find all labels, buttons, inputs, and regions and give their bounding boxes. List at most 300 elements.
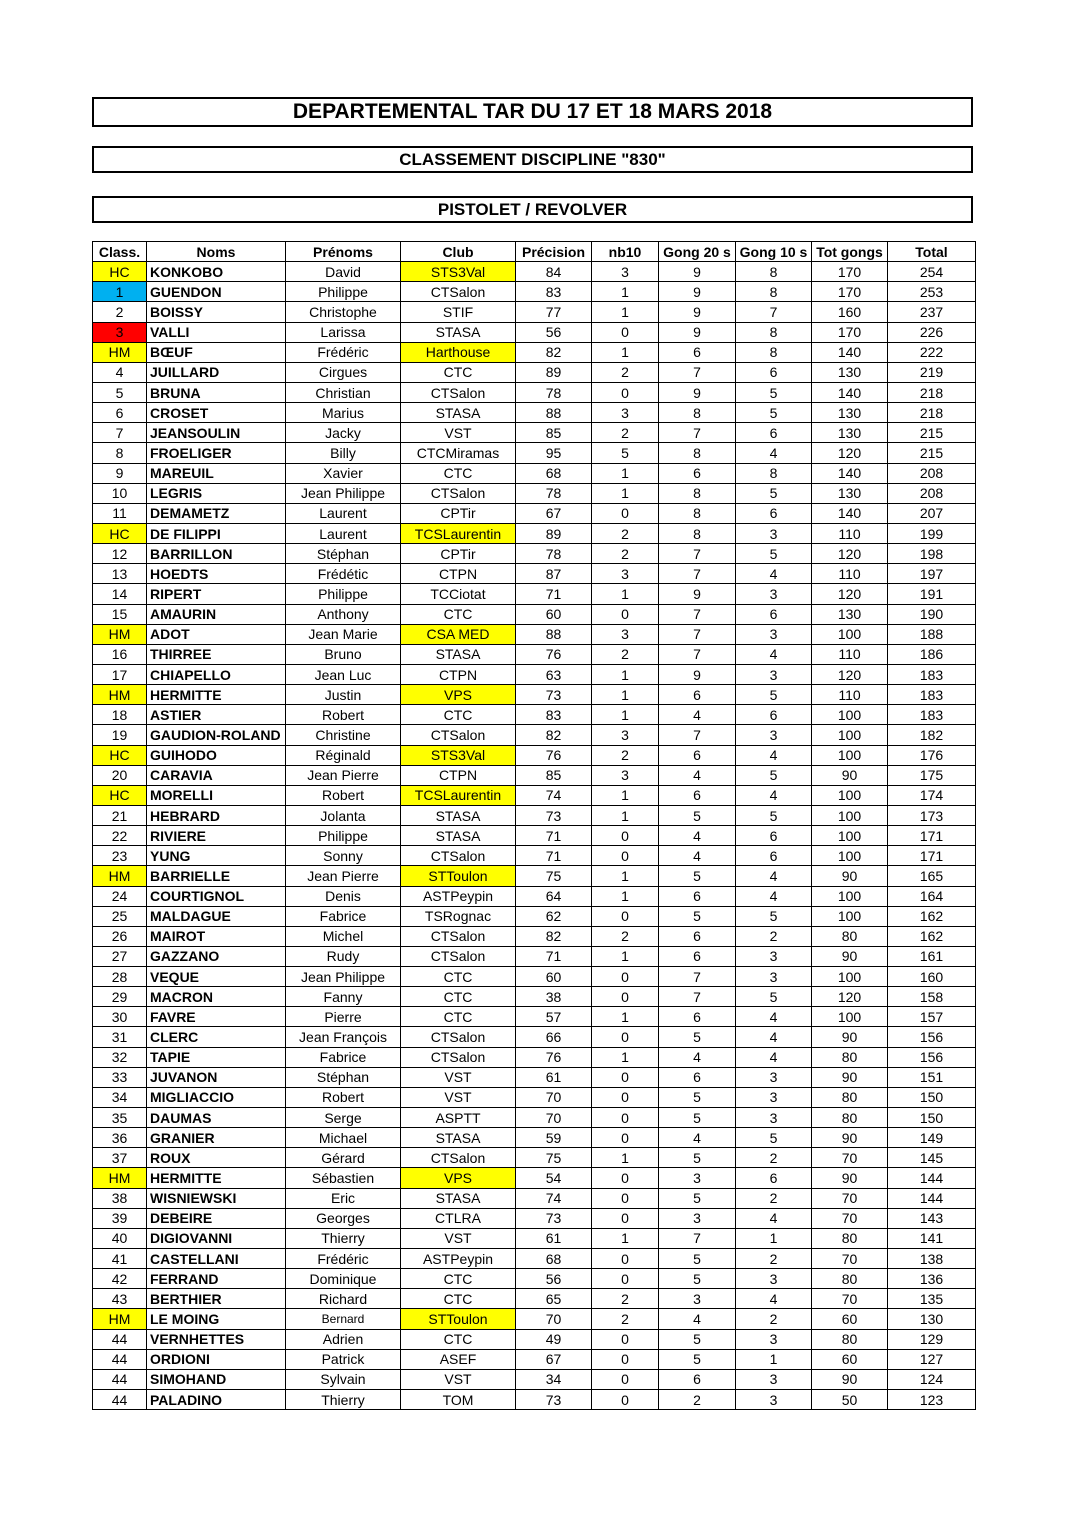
cell-prenom: Christophe: [286, 302, 401, 322]
cell-club: CTSalon: [401, 483, 516, 503]
cell-precision: 38: [516, 987, 592, 1007]
header-total: Total: [888, 242, 976, 262]
cell-nb10: 0: [592, 826, 659, 846]
table-row: [93, 906, 976, 926]
cell-nb10: 3: [592, 403, 659, 423]
cell-class: HM: [93, 866, 147, 886]
cell-prenom: Robert: [286, 1087, 401, 1107]
table-row: [93, 1349, 976, 1369]
cell-club: TCCiotat: [401, 584, 516, 604]
cell-total: 219: [888, 362, 976, 382]
cell-prenom: Sébastien: [286, 1168, 401, 1188]
cell-tot-gongs: 130: [812, 604, 888, 624]
cell-class: 4: [93, 362, 147, 382]
cell-precision: 95: [516, 443, 592, 463]
cell-total: 164: [888, 886, 976, 906]
table-row: [93, 322, 976, 342]
cell-gong20: 5: [659, 1108, 736, 1128]
table-row: [93, 967, 976, 987]
table-row: [93, 805, 976, 825]
cell-club: TOM: [401, 1390, 516, 1410]
cell-nom: VALLI: [147, 322, 286, 342]
cell-gong20: 5: [659, 1249, 736, 1269]
cell-gong20: 5: [659, 1087, 736, 1107]
cell-gong10: 2: [736, 1249, 812, 1269]
cell-precision: 73: [516, 685, 592, 705]
cell-nom: LEGRIS: [147, 483, 286, 503]
cell-precision: 71: [516, 826, 592, 846]
cell-nb10: 0: [592, 1027, 659, 1047]
cell-total: 215: [888, 443, 976, 463]
cell-tot-gongs: 120: [812, 443, 888, 463]
cell-gong20: 9: [659, 584, 736, 604]
cell-tot-gongs: 100: [812, 906, 888, 926]
cell-precision: 65: [516, 1289, 592, 1309]
cell-precision: 87: [516, 564, 592, 584]
cell-class: 40: [93, 1228, 147, 1248]
cell-total: 156: [888, 1027, 976, 1047]
cell-tot-gongs: 120: [812, 544, 888, 564]
cell-gong20: 9: [659, 322, 736, 342]
table-header-row: [93, 242, 976, 262]
cell-nb10: 1: [592, 664, 659, 684]
cell-precision: 68: [516, 463, 592, 483]
table-row: [93, 705, 976, 725]
cell-class: HM: [93, 342, 147, 362]
cell-nom: CARAVIA: [147, 765, 286, 785]
cell-precision: 78: [516, 382, 592, 402]
cell-precision: 56: [516, 1269, 592, 1289]
cell-gong10: 3: [736, 1269, 812, 1289]
cell-class: 37: [93, 1148, 147, 1168]
cell-club: CTC: [401, 1329, 516, 1349]
table-row: [93, 1289, 976, 1309]
table-row: [93, 282, 976, 302]
cell-total: 183: [888, 685, 976, 705]
cell-nb10: 1: [592, 785, 659, 805]
cell-gong20: 6: [659, 685, 736, 705]
cell-nom: JUVANON: [147, 1067, 286, 1087]
header-gong10: Gong 10 s: [736, 242, 812, 262]
cell-club: CTSalon: [401, 725, 516, 745]
cell-class: 35: [93, 1108, 147, 1128]
cell-nb10: 0: [592, 322, 659, 342]
cell-prenom: Rudy: [286, 946, 401, 966]
cell-precision: 83: [516, 705, 592, 725]
table-row: [93, 362, 976, 382]
cell-prenom: Cirgues: [286, 362, 401, 382]
cell-tot-gongs: 90: [812, 866, 888, 886]
cell-total: 151: [888, 1067, 976, 1087]
cell-gong10: 8: [736, 282, 812, 302]
cell-class: 44: [93, 1390, 147, 1410]
cell-gong10: 3: [736, 1390, 812, 1410]
cell-gong20: 9: [659, 302, 736, 322]
cell-gong10: 2: [736, 926, 812, 946]
cell-gong10: 3: [736, 725, 812, 745]
cell-nb10: 1: [592, 705, 659, 725]
cell-nom: DAUMAS: [147, 1108, 286, 1128]
table-row: [93, 483, 976, 503]
cell-club: CTC: [401, 1007, 516, 1027]
cell-gong10: 2: [736, 1309, 812, 1329]
table-row: [93, 1369, 976, 1389]
cell-gong10: 4: [736, 1027, 812, 1047]
cell-prenom: Thierry: [286, 1390, 401, 1410]
cell-class: HM: [93, 1309, 147, 1329]
table-row: [93, 664, 976, 684]
cell-nom: AMAURIN: [147, 604, 286, 624]
cell-nb10: 0: [592, 1269, 659, 1289]
table-row: [93, 1188, 976, 1208]
cell-tot-gongs: 100: [812, 805, 888, 825]
table-row: [93, 382, 976, 402]
cell-class: 20: [93, 765, 147, 785]
cell-tot-gongs: 90: [812, 1067, 888, 1087]
cell-nom: MAIROT: [147, 926, 286, 946]
cell-gong10: 3: [736, 1369, 812, 1389]
cell-nom: BARRIELLE: [147, 866, 286, 886]
cell-total: 171: [888, 846, 976, 866]
header-nb10: nb10: [592, 242, 659, 262]
cell-nb10: 3: [592, 725, 659, 745]
cell-tot-gongs: 120: [812, 987, 888, 1007]
cell-nom: CLERC: [147, 1027, 286, 1047]
cell-class: 9: [93, 463, 147, 483]
cell-prenom: Frédéric: [286, 1249, 401, 1269]
cell-precision: 71: [516, 584, 592, 604]
cell-nb10: 1: [592, 805, 659, 825]
cell-total: 175: [888, 765, 976, 785]
cell-gong20: 5: [659, 1349, 736, 1369]
cell-nom: GUIHODO: [147, 745, 286, 765]
cell-club: CPTir: [401, 544, 516, 564]
cell-tot-gongs: 80: [812, 1269, 888, 1289]
cell-nom: ADOT: [147, 624, 286, 644]
cell-gong10: 4: [736, 443, 812, 463]
table-row: [93, 725, 976, 745]
cell-club: CTPN: [401, 765, 516, 785]
cell-tot-gongs: 100: [812, 967, 888, 987]
cell-club: TSRognac: [401, 906, 516, 926]
cell-nom: HOEDTS: [147, 564, 286, 584]
cell-tot-gongs: 80: [812, 1047, 888, 1067]
cell-tot-gongs: 90: [812, 946, 888, 966]
cell-total: 218: [888, 403, 976, 423]
cell-nom: FAVRE: [147, 1007, 286, 1027]
table-row: [93, 584, 976, 604]
cell-nom: RIVIERE: [147, 826, 286, 846]
cell-gong10: 2: [736, 1188, 812, 1208]
cell-gong20: 7: [659, 967, 736, 987]
cell-prenom: Billy: [286, 443, 401, 463]
cell-nb10: 0: [592, 1087, 659, 1107]
cell-gong20: 7: [659, 1228, 736, 1248]
cell-club: CTPN: [401, 564, 516, 584]
cell-prenom: Serge: [286, 1108, 401, 1128]
cell-prenom: Jean Luc: [286, 664, 401, 684]
cell-prenom: Frédétic: [286, 564, 401, 584]
cell-total: 174: [888, 785, 976, 805]
cell-nb10: 0: [592, 382, 659, 402]
cell-total: 145: [888, 1148, 976, 1168]
cell-tot-gongs: 100: [812, 725, 888, 745]
table-row: [93, 443, 976, 463]
cell-tot-gongs: 100: [812, 745, 888, 765]
table-row: [93, 826, 976, 846]
cell-gong20: 2: [659, 1390, 736, 1410]
cell-precision: 56: [516, 322, 592, 342]
cell-prenom: Christian: [286, 382, 401, 402]
cell-total: 199: [888, 523, 976, 543]
cell-gong10: 3: [736, 664, 812, 684]
table-row: [93, 866, 976, 886]
cell-tot-gongs: 140: [812, 382, 888, 402]
cell-precision: 71: [516, 946, 592, 966]
cell-precision: 85: [516, 765, 592, 785]
cell-club: ASTPeypin: [401, 1249, 516, 1269]
cell-nb10: 0: [592, 967, 659, 987]
cell-gong20: 7: [659, 987, 736, 1007]
cell-prenom: Fabrice: [286, 1047, 401, 1067]
cell-precision: 83: [516, 282, 592, 302]
cell-precision: 76: [516, 644, 592, 664]
cell-precision: 70: [516, 1309, 592, 1329]
cell-club: STASA: [401, 1128, 516, 1148]
cell-nb10: 0: [592, 1329, 659, 1349]
cell-prenom: Jolanta: [286, 805, 401, 825]
cell-class: HC: [93, 745, 147, 765]
cell-gong10: 3: [736, 946, 812, 966]
cell-gong20: 3: [659, 1208, 736, 1228]
cell-tot-gongs: 100: [812, 826, 888, 846]
table-row: [93, 423, 976, 443]
cell-precision: 60: [516, 967, 592, 987]
table-row: [93, 523, 976, 543]
cell-gong20: 6: [659, 745, 736, 765]
cell-gong10: 3: [736, 523, 812, 543]
cell-tot-gongs: 130: [812, 403, 888, 423]
cell-class: 43: [93, 1289, 147, 1309]
cell-nom: BOISSY: [147, 302, 286, 322]
cell-prenom: Laurent: [286, 523, 401, 543]
cell-nb10: 2: [592, 926, 659, 946]
cell-tot-gongs: 90: [812, 1168, 888, 1188]
cell-class: 32: [93, 1047, 147, 1067]
cell-tot-gongs: 100: [812, 1007, 888, 1027]
cell-nb10: 0: [592, 1390, 659, 1410]
cell-gong20: 4: [659, 1128, 736, 1148]
cell-class: 2: [93, 302, 147, 322]
cell-nom: MORELLI: [147, 785, 286, 805]
cell-precision: 62: [516, 906, 592, 926]
cell-club: STASA: [401, 805, 516, 825]
cell-prenom: Réginald: [286, 745, 401, 765]
cell-prenom: Patrick: [286, 1349, 401, 1369]
header-club: Club: [401, 242, 516, 262]
cell-prenom: Georges: [286, 1208, 401, 1228]
cell-nom: THIRREE: [147, 644, 286, 664]
cell-prenom: Fabrice: [286, 906, 401, 926]
cell-precision: 78: [516, 483, 592, 503]
cell-precision: 73: [516, 1208, 592, 1228]
cell-total: 207: [888, 503, 976, 523]
cell-prenom: Pierre: [286, 1007, 401, 1027]
cell-gong10: 4: [736, 745, 812, 765]
cell-gong10: 6: [736, 423, 812, 443]
cell-club: STS3Val: [401, 262, 516, 282]
cell-nb10: 3: [592, 564, 659, 584]
cell-class: HC: [93, 523, 147, 543]
cell-club: CTC: [401, 604, 516, 624]
cell-class: 23: [93, 846, 147, 866]
cell-class: 31: [93, 1027, 147, 1047]
cell-nb10: 3: [592, 262, 659, 282]
cell-total: 190: [888, 604, 976, 624]
cell-nb10: 1: [592, 463, 659, 483]
page-title: DEPARTEMENTAL TAR DU 17 ET 18 MARS 2018: [92, 97, 973, 127]
cell-precision: 71: [516, 846, 592, 866]
cell-club: STToulon: [401, 1309, 516, 1329]
cell-precision: 77: [516, 302, 592, 322]
cell-class: 42: [93, 1269, 147, 1289]
table-row: [93, 1007, 976, 1027]
cell-total: 149: [888, 1128, 976, 1148]
cell-club: TCSLaurentin: [401, 785, 516, 805]
cell-gong20: 4: [659, 765, 736, 785]
cell-nom: RIPERT: [147, 584, 286, 604]
cell-precision: 59: [516, 1128, 592, 1148]
cell-club: CTSalon: [401, 1148, 516, 1168]
cell-tot-gongs: 70: [812, 1208, 888, 1228]
cell-gong10: 8: [736, 322, 812, 342]
cell-gong10: 3: [736, 584, 812, 604]
cell-nom: DE FILIPPI: [147, 523, 286, 543]
table-row: [93, 1309, 976, 1329]
cell-gong10: 2: [736, 1148, 812, 1168]
cell-tot-gongs: 170: [812, 262, 888, 282]
cell-class: 24: [93, 886, 147, 906]
cell-precision: 70: [516, 1108, 592, 1128]
cell-nom: DEBEIRE: [147, 1208, 286, 1228]
cell-nb10: 1: [592, 1228, 659, 1248]
cell-tot-gongs: 110: [812, 523, 888, 543]
cell-total: 129: [888, 1329, 976, 1349]
cell-prenom: Stéphan: [286, 544, 401, 564]
cell-total: 138: [888, 1249, 976, 1269]
cell-tot-gongs: 80: [812, 926, 888, 946]
cell-class: 33: [93, 1067, 147, 1087]
cell-club: VST: [401, 1369, 516, 1389]
cell-nom: MAREUIL: [147, 463, 286, 483]
cell-gong20: 9: [659, 262, 736, 282]
cell-tot-gongs: 100: [812, 624, 888, 644]
cell-class: 12: [93, 544, 147, 564]
cell-gong20: 6: [659, 946, 736, 966]
cell-total: 183: [888, 664, 976, 684]
cell-nb10: 1: [592, 302, 659, 322]
cell-total: 176: [888, 745, 976, 765]
cell-club: STIF: [401, 302, 516, 322]
table-row: [93, 1108, 976, 1128]
cell-gong20: 4: [659, 826, 736, 846]
cell-total: 162: [888, 906, 976, 926]
cell-prenom: Richard: [286, 1289, 401, 1309]
cell-club: CSA MED: [401, 624, 516, 644]
cell-total: 218: [888, 382, 976, 402]
cell-prenom: Fanny: [286, 987, 401, 1007]
cell-club: CTC: [401, 463, 516, 483]
cell-gong20: 7: [659, 644, 736, 664]
cell-gong20: 4: [659, 1309, 736, 1329]
cell-precision: 34: [516, 1369, 592, 1389]
cell-tot-gongs: 170: [812, 282, 888, 302]
cell-nom: BŒUF: [147, 342, 286, 362]
cell-gong20: 7: [659, 423, 736, 443]
cell-gong10: 4: [736, 1289, 812, 1309]
cell-nb10: 1: [592, 685, 659, 705]
cell-gong10: 1: [736, 1349, 812, 1369]
cell-nb10: 0: [592, 1067, 659, 1087]
cell-prenom: Philippe: [286, 584, 401, 604]
cell-precision: 49: [516, 1329, 592, 1349]
cell-gong10: 6: [736, 826, 812, 846]
cell-gong10: 4: [736, 785, 812, 805]
cell-nb10: 1: [592, 584, 659, 604]
cell-gong10: 5: [736, 765, 812, 785]
cell-total: 143: [888, 1208, 976, 1228]
cell-nom: JUILLARD: [147, 362, 286, 382]
cell-total: 226: [888, 322, 976, 342]
cell-class: 36: [93, 1128, 147, 1148]
cell-gong10: 5: [736, 906, 812, 926]
cell-gong10: 6: [736, 604, 812, 624]
cell-nom: ORDIONI: [147, 1349, 286, 1369]
cell-class: 10: [93, 483, 147, 503]
cell-gong20: 5: [659, 1027, 736, 1047]
cell-total: 197: [888, 564, 976, 584]
cell-gong10: 5: [736, 483, 812, 503]
cell-gong20: 5: [659, 1188, 736, 1208]
cell-club: CTSalon: [401, 946, 516, 966]
cell-gong20: 5: [659, 1269, 736, 1289]
cell-club: CTSalon: [401, 1027, 516, 1047]
discipline-title: CLASSEMENT DISCIPLINE "830": [92, 146, 973, 173]
cell-tot-gongs: 90: [812, 765, 888, 785]
cell-class: 39: [93, 1208, 147, 1228]
cell-gong10: 4: [736, 644, 812, 664]
table-row: [93, 1027, 976, 1047]
cell-total: 124: [888, 1369, 976, 1389]
cell-tot-gongs: 80: [812, 1228, 888, 1248]
table-row: [93, 544, 976, 564]
cell-precision: 85: [516, 423, 592, 443]
table-row: [93, 1047, 976, 1067]
table-row: [93, 926, 976, 946]
cell-club: CTCMiramas: [401, 443, 516, 463]
cell-gong10: 4: [736, 1208, 812, 1228]
cell-nb10: 2: [592, 745, 659, 765]
results-table: [92, 241, 976, 1410]
cell-nb10: 1: [592, 866, 659, 886]
cell-class: 29: [93, 987, 147, 1007]
cell-class: 41: [93, 1249, 147, 1269]
cell-nb10: 0: [592, 846, 659, 866]
cell-total: 215: [888, 423, 976, 443]
header-prenoms: Prénoms: [286, 242, 401, 262]
cell-gong10: 6: [736, 503, 812, 523]
cell-nom: BARRILLON: [147, 544, 286, 564]
